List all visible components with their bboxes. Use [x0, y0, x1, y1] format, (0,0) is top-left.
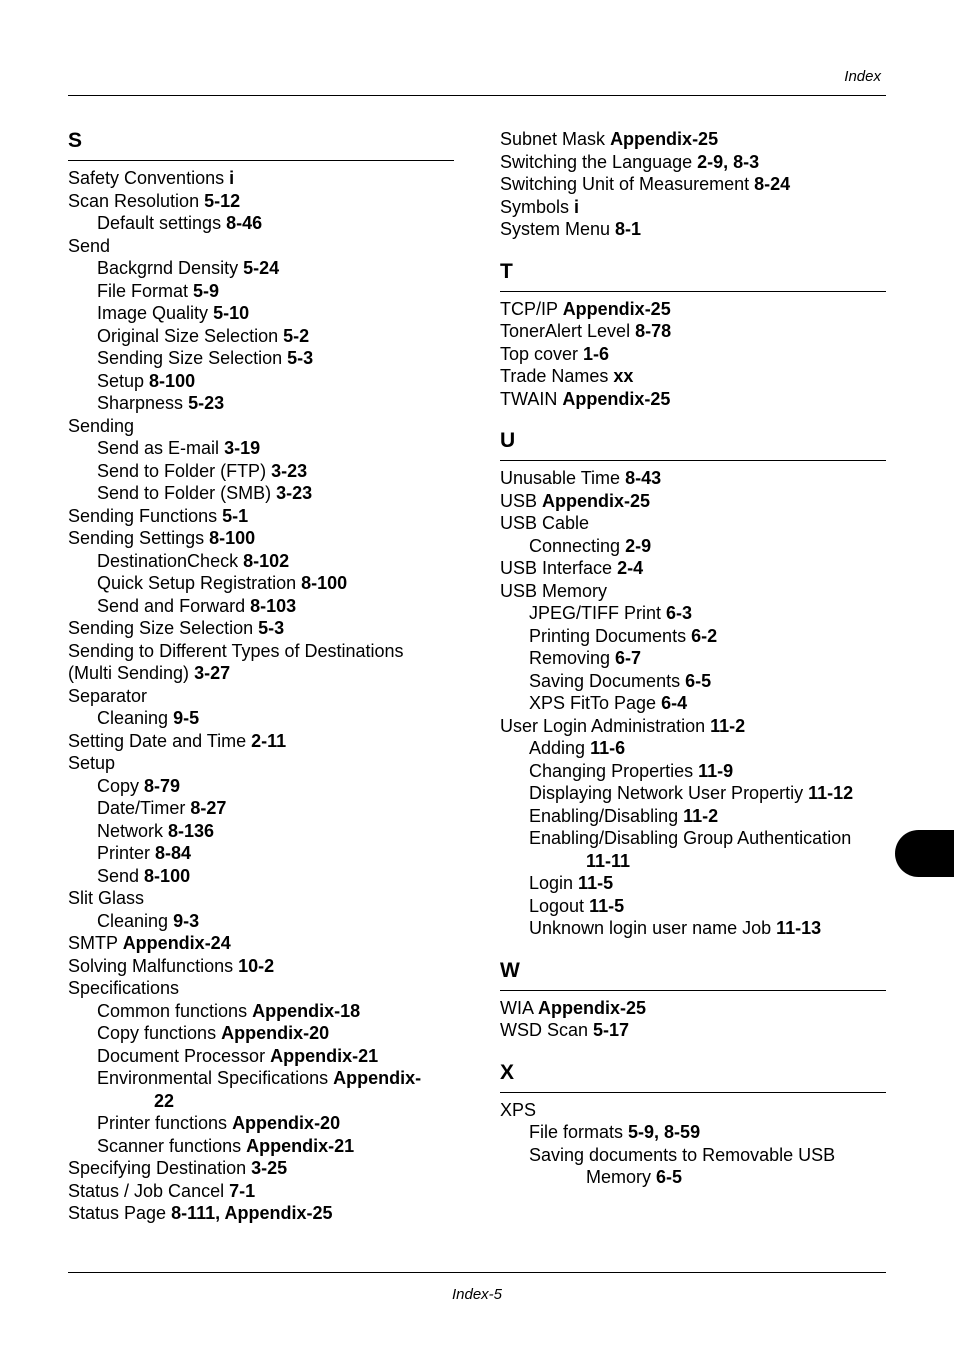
index-entry: [500, 805, 886, 828]
page-reference: 8-24: [754, 174, 791, 194]
index-term: Switching Unit of Measurement: [500, 174, 755, 194]
index-term: Connecting: [529, 535, 626, 556]
index-entry: [68, 235, 454, 258]
index-term: USB Memory: [500, 580, 608, 601]
index-entry: [68, 1000, 454, 1023]
index-term: Sending Size Selection: [97, 348, 288, 368]
page-reference: Appendix-25: [542, 490, 651, 511]
index-term: Document Processor: [97, 1045, 271, 1066]
index-term: Common functions: [97, 1000, 253, 1021]
entry-list: [500, 298, 886, 411]
index-section-t: [500, 259, 886, 411]
page-reference: 5-9: [193, 280, 220, 301]
page-reference: 10-2: [238, 955, 275, 976]
index-term: Setup: [97, 370, 150, 391]
index-term: Send and Forward: [97, 595, 251, 616]
section-letter: T: [500, 259, 886, 292]
index-entry: [500, 872, 886, 895]
index-entry: [500, 173, 886, 196]
index-entry: [68, 977, 454, 1000]
page-reference: Appendix-25: [562, 298, 671, 319]
index-term: Scanner functions: [97, 1135, 247, 1156]
page-reference: 5-17: [593, 1020, 630, 1040]
index-entry: [68, 505, 454, 528]
index-entry: [68, 842, 454, 865]
page-reference: 5-9, 8-59: [628, 1122, 701, 1142]
page-reference: 5-2: [283, 325, 310, 346]
index-term: Enabling/Disabling: [529, 805, 684, 826]
index-term: Cleaning: [97, 910, 174, 931]
index-entry: [68, 1112, 454, 1135]
index-entry: [500, 1019, 886, 1042]
index-entry: [500, 895, 886, 918]
index-term: Saving documents to Removable USB: [529, 1144, 836, 1165]
index-term: TCP/IP: [500, 298, 563, 319]
index-term: USB Cable: [500, 513, 590, 533]
index-entry: [500, 737, 886, 760]
index-entry: [68, 617, 454, 640]
index-entry: [68, 370, 454, 393]
index-term: Displaying Network User Propertiy: [529, 783, 809, 803]
index-entry: [68, 1090, 454, 1113]
page-reference: 11-2: [710, 715, 746, 736]
index-entry: [68, 662, 454, 685]
index-entry: [500, 196, 886, 219]
page-reference: 1-6: [583, 343, 610, 364]
index-term: Setting Date and Time: [68, 730, 252, 751]
index-entry: [68, 932, 454, 955]
page-reference: 9-3: [173, 910, 200, 931]
index-term: Original Size Selection: [97, 325, 284, 346]
index-term: Send to Folder (SMB): [97, 483, 277, 503]
page-reference: 11-11: [586, 850, 631, 871]
index-term: System Menu: [500, 219, 616, 239]
page-reference: 8-100: [301, 573, 348, 593]
index-term: Changing Properties: [529, 760, 699, 781]
page-reference: 8-79: [144, 775, 181, 796]
index-entry: [68, 572, 454, 595]
page-reference: 8-136: [168, 820, 215, 841]
page-reference: Appendix-25: [610, 129, 719, 149]
page-reference: 11-6: [590, 738, 626, 758]
index-entry: [68, 437, 454, 460]
page-reference: 8-111, Appendix-25: [171, 1203, 333, 1223]
index-term: Sharpness: [97, 393, 189, 413]
index-term: Login: [529, 873, 579, 893]
header-rule: [68, 95, 886, 96]
index-entry: [500, 670, 886, 693]
page-reference: 11-5: [578, 873, 614, 893]
page-reference: 6-5: [656, 1167, 683, 1187]
page-reference: 8-43: [625, 468, 662, 488]
index-entry: [68, 910, 454, 933]
index-term: Sending: [68, 415, 135, 436]
index-entry: [68, 392, 454, 415]
page-reference: i: [574, 196, 580, 217]
index-term: WSD Scan: [500, 1020, 594, 1040]
index-term: USB: [500, 490, 543, 511]
index-term: Image Quality: [97, 303, 214, 323]
index-entry: [68, 460, 454, 483]
page-reference: Appendix-20: [221, 1023, 330, 1043]
index-entry: [500, 320, 886, 343]
page-reference: 8-100: [144, 865, 191, 886]
index-term: Subnet Mask: [500, 129, 611, 149]
index-term: Status / Job Cancel: [68, 1180, 230, 1201]
index-entry: [500, 647, 886, 670]
index-term: Adding: [529, 738, 591, 758]
index-term: XPS: [500, 1099, 537, 1120]
index-term: Network: [97, 820, 169, 841]
index-term: Solving Malfunctions: [68, 955, 239, 976]
page-reference: Appendix-25: [538, 997, 647, 1018]
page-reference: 2-9, 8-3: [697, 151, 760, 172]
index-entry: [500, 490, 886, 513]
page-reference: 11-13: [776, 918, 822, 938]
index-entry: [68, 527, 454, 550]
index-term: Backgrnd Density: [97, 258, 244, 278]
index-entry: [68, 347, 454, 370]
page-reference: Appendix-20: [232, 1113, 341, 1133]
page-reference: 8-1: [615, 219, 642, 239]
page-reference: Appendix-18: [252, 1000, 361, 1021]
index-entry: [500, 997, 886, 1020]
index-term: Enabling/Disabling Group Authentication: [529, 828, 852, 848]
index-entry: [68, 865, 454, 888]
index-entry: [68, 302, 454, 325]
index-entry: [68, 482, 454, 505]
index-term: Environmental Specifications: [97, 1068, 334, 1088]
index-entry: [500, 557, 886, 580]
index-entry: [500, 343, 886, 366]
index-entry: [68, 1022, 454, 1045]
index-section-u: [500, 428, 886, 940]
index-entry: [500, 850, 886, 873]
index-entry: [68, 190, 454, 213]
index-term: Send to Folder (FTP): [97, 460, 272, 481]
entry-list: [500, 1099, 886, 1189]
index-term: Send as E-mail: [97, 438, 225, 458]
page-reference: 6-3: [666, 603, 693, 623]
index-entry: [500, 1121, 886, 1144]
index-term: Trade Names: [500, 366, 614, 386]
index-column-left: [68, 128, 454, 1243]
index-term: Cleaning: [97, 708, 174, 728]
index-term: TWAIN: [500, 388, 563, 409]
index-term: Specifications: [68, 978, 180, 998]
index-term: Printer functions: [97, 1113, 233, 1133]
index-entry: [68, 1180, 454, 1203]
index-term: Unknown login user name Job: [529, 918, 777, 938]
index-term: TonerAlert Level: [500, 321, 636, 341]
index-entry: [500, 625, 886, 648]
section-letter: S: [68, 128, 454, 161]
page-reference: 8-102: [243, 550, 290, 571]
index-entry: [68, 1202, 454, 1225]
page-reference: Appendix-24: [122, 933, 231, 953]
index-entry: [68, 887, 454, 910]
page-reference: 9-5: [173, 708, 200, 728]
page-reference: 5-3: [287, 348, 314, 368]
index-term: JPEG/TIFF Print: [529, 603, 667, 623]
index-term: Sending Functions: [68, 505, 223, 526]
index-term: Specifying Destination: [68, 1158, 252, 1178]
page-reference: Appendix-: [333, 1068, 422, 1088]
index-entry: [68, 212, 454, 235]
index-entry: [500, 1144, 886, 1167]
index-term: SMTP: [68, 933, 123, 953]
page-reference: 8-103: [250, 595, 297, 616]
index-term: Safety Conventions: [68, 168, 230, 188]
index-entry: [68, 730, 454, 753]
index-entry: [68, 595, 454, 618]
index-entry: [500, 715, 886, 738]
index-entry: [500, 128, 886, 151]
index-entry: [500, 298, 886, 321]
index-term: Scan Resolution: [68, 190, 205, 211]
index-entry: [500, 218, 886, 241]
index-term: Sending to Different Types of Destinations: [68, 640, 404, 661]
index-term: Sending Settings: [68, 528, 210, 548]
chapter-tab-marker: [895, 830, 954, 877]
index-term: File formats: [529, 1122, 629, 1142]
index-entry: [500, 580, 886, 603]
section-letter: X: [500, 1060, 886, 1093]
page-number: Index-5: [451, 1286, 503, 1303]
index-term: Copy functions: [97, 1023, 222, 1043]
index-term: Logout: [529, 895, 590, 916]
page-reference: 6-4: [661, 693, 688, 713]
index-entry: [68, 820, 454, 843]
index-entry: [500, 365, 886, 388]
page-reference: 3-27: [194, 663, 231, 683]
page-reference: 2-11: [251, 730, 287, 751]
page-reference: 11-2: [683, 805, 719, 826]
index-term: Date/Timer: [97, 798, 191, 818]
page-reference: 3-23: [271, 460, 308, 481]
page-reference: 2-9: [625, 535, 652, 556]
index-entry: [500, 467, 886, 490]
index-term: File Format: [97, 280, 194, 301]
index-term: Setup: [68, 753, 116, 773]
index-section-w: [500, 958, 886, 1042]
page-reference: 5-23: [188, 393, 225, 413]
index-term: Memory: [586, 1167, 657, 1187]
index-section-s: [68, 128, 454, 1225]
page-reference: 22: [154, 1090, 175, 1111]
index-term: Slit Glass: [68, 888, 145, 908]
page-reference: 7-1: [229, 1180, 256, 1201]
index-entry: [68, 167, 454, 190]
entry-list: [68, 167, 454, 1225]
page-reference: 6-7: [615, 648, 642, 668]
index-entry: [500, 388, 886, 411]
index-section-s-continued: [500, 128, 886, 241]
index-entry: [68, 640, 454, 663]
index-entry: [68, 325, 454, 348]
index-entry: [500, 760, 886, 783]
index-term: User Login Administration: [500, 715, 711, 736]
page-reference: 6-2: [691, 625, 718, 646]
page-reference: 8-27: [190, 798, 227, 818]
page-reference: 11-5: [589, 895, 625, 916]
index-entry: [68, 1135, 454, 1158]
index-entry: [68, 707, 454, 730]
page-reference: 8-84: [155, 843, 192, 863]
running-header: Index: [844, 68, 881, 85]
index-entry: [500, 151, 886, 174]
index-entry: [500, 917, 886, 940]
index-entry: [68, 752, 454, 775]
page-reference: i: [229, 168, 235, 188]
index-term: Top cover: [500, 343, 584, 364]
page-reference: 8-46: [226, 213, 263, 233]
index-term: Removing: [529, 648, 616, 668]
page-reference: 3-23: [276, 483, 313, 503]
index-entry: [68, 280, 454, 303]
index-entry: [500, 782, 886, 805]
index-section-x: [500, 1060, 886, 1189]
page-reference: 5-12: [204, 190, 241, 211]
index-entry: [500, 1166, 886, 1189]
page-reference: 5-1: [222, 505, 249, 526]
page-reference: 11-12: [808, 783, 854, 803]
index-entry: [68, 1045, 454, 1068]
index-term: Separator: [68, 685, 148, 706]
page-reference: 8-78: [635, 321, 672, 341]
page-reference: 5-10: [213, 303, 250, 323]
index-term: Copy: [97, 775, 145, 796]
page-reference: 11-9: [698, 760, 734, 781]
page-reference: 5-3: [258, 618, 285, 638]
index-entry: [500, 1099, 886, 1122]
index-entry: [68, 257, 454, 280]
index-term: Quick Setup Registration: [97, 573, 302, 593]
index-term: Unusable Time: [500, 468, 626, 488]
index-entry: [68, 550, 454, 573]
index-column-right: [500, 128, 886, 1207]
page-reference: 8-100: [209, 528, 256, 548]
section-letter: U: [500, 428, 886, 461]
index-term: Default settings: [97, 213, 227, 233]
index-term: (Multi Sending): [68, 663, 195, 683]
section-letter: W: [500, 958, 886, 991]
page-reference: xx: [613, 366, 634, 386]
index-term: Send: [68, 235, 111, 256]
entry-list: [500, 997, 886, 1042]
entry-list: [500, 467, 886, 940]
page-reference: 3-25: [251, 1158, 288, 1178]
index-term: Printing Documents: [529, 625, 692, 646]
index-term: XPS FitTo Page: [529, 693, 662, 713]
index-entry: [68, 775, 454, 798]
page-reference: 8-100: [149, 370, 196, 391]
index-entry: [68, 1157, 454, 1180]
page-reference: Appendix-25: [562, 388, 671, 409]
index-entry: [500, 512, 886, 535]
index-entry: [500, 535, 886, 558]
index-term: DestinationCheck: [97, 550, 244, 571]
index-term: Saving Documents: [529, 670, 686, 691]
index-entry: [68, 685, 454, 708]
index-entry: [68, 1067, 454, 1090]
index-term: Printer: [97, 843, 156, 863]
index-term: WIA: [500, 997, 539, 1018]
footer-rule: [68, 1272, 886, 1273]
index-entry: [68, 955, 454, 978]
index-entry: [68, 797, 454, 820]
index-term: Status Page: [68, 1203, 172, 1223]
index-entry: [500, 827, 886, 850]
index-entry: [500, 602, 886, 625]
index-entry: [500, 692, 886, 715]
page-reference: Appendix-21: [246, 1135, 355, 1156]
index-term: Switching the Language: [500, 151, 698, 172]
index-term: Sending Size Selection: [68, 618, 259, 638]
page-reference: 2-4: [617, 558, 644, 578]
page-reference: 5-24: [243, 258, 280, 278]
page-reference: Appendix-21: [270, 1045, 379, 1066]
index-term: USB Interface: [500, 558, 618, 578]
index-term: Symbols: [500, 196, 575, 217]
index-term: Send: [97, 865, 145, 886]
page-reference: 3-19: [224, 438, 261, 458]
page-reference: 6-5: [685, 670, 712, 691]
entry-list: [500, 128, 886, 241]
index-entry: [68, 415, 454, 438]
